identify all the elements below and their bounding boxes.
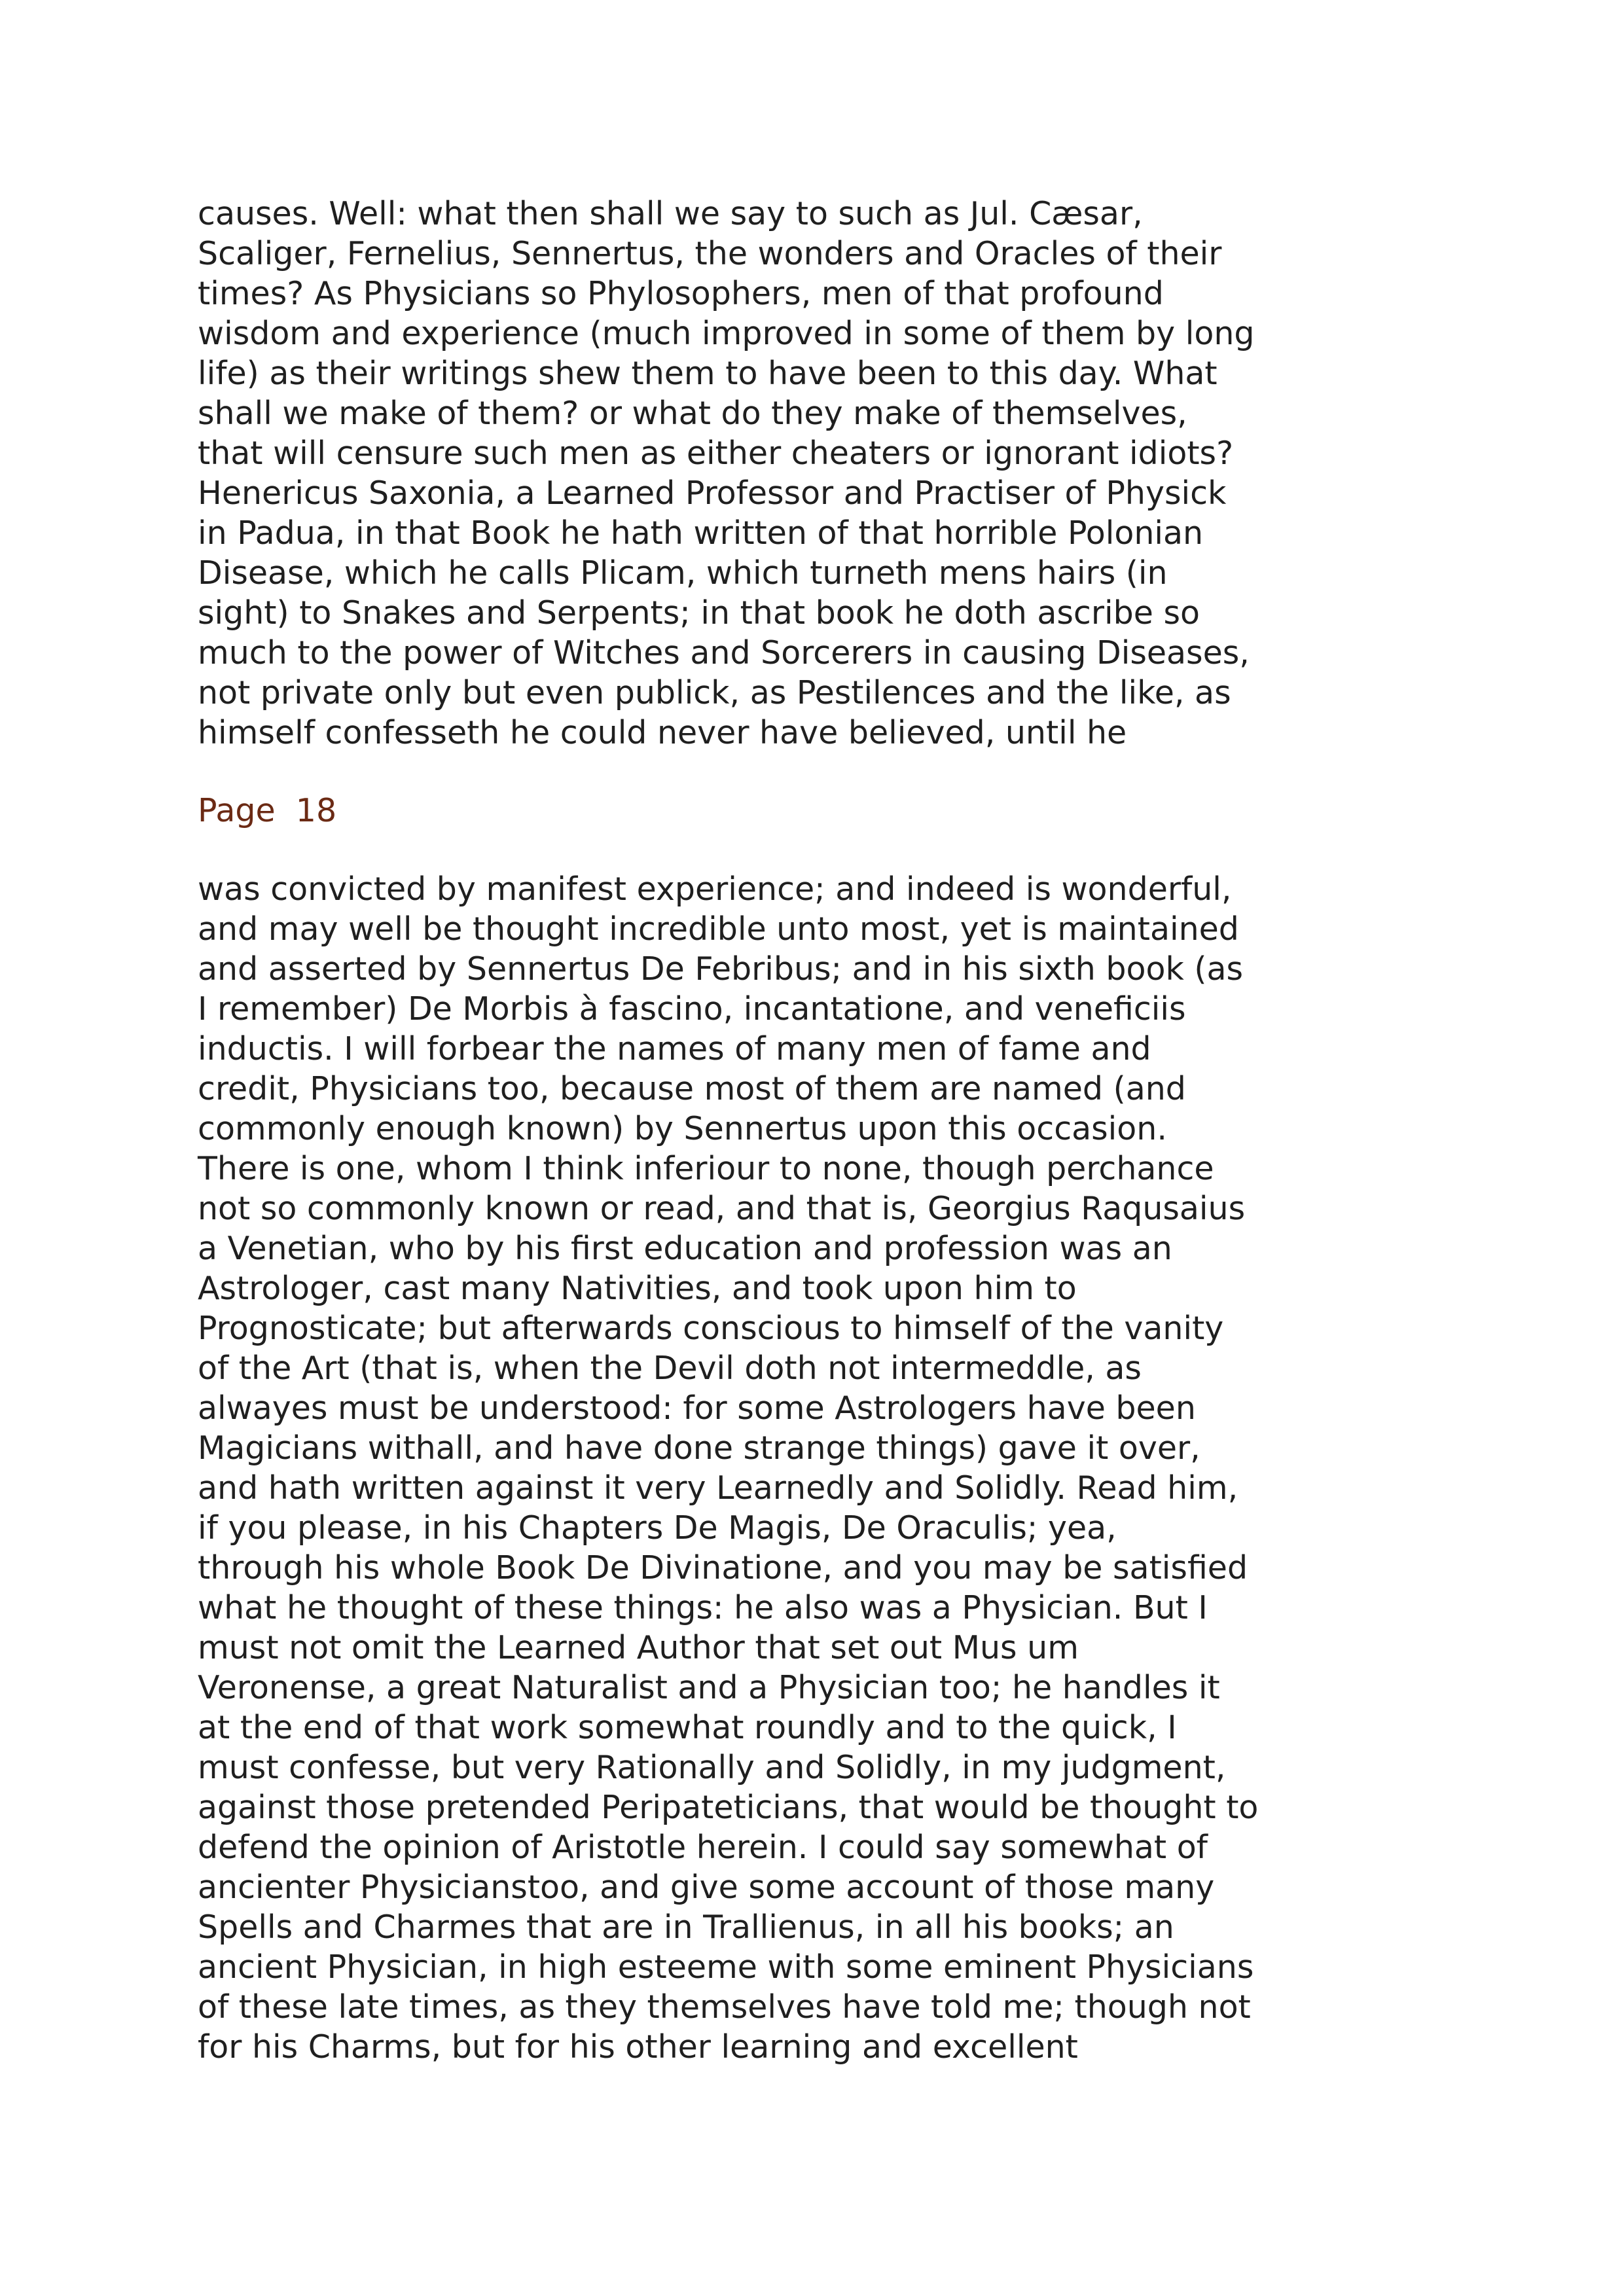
text-line: Veronense, a great Naturalist and a Physician too; he handles it <box>198 1669 1220 1706</box>
text-line: not so commonly known or read, and that is, Georgius Raqusaius <box>198 1190 1246 1227</box>
text-line: Magicians withall, and have done strange things) gave it over, <box>198 1429 1200 1467</box>
text-line: ancienter Physicianstoo, and give some account of those many <box>198 1869 1215 1906</box>
text-block-1 <box>198 194 1350 753</box>
text-line: at the end of that work somewhat roundly and to the quick, I <box>198 1709 1177 1746</box>
text-line: Henericus Saxonia, a Learned Professor and Practiser of Physick <box>198 475 1227 512</box>
text-line: inductis. I will forbear the names of many men of fame and <box>198 1030 1151 1067</box>
text-line: for his Charms, but for his other learning and excellent <box>198 2028 1078 2066</box>
text-line: much to the power of Witches and Sorcerers in causing Diseases, <box>198 634 1250 672</box>
text-line: Prognosticate; but afterwards conscious to himself of the vanity <box>198 1310 1224 1347</box>
text-line: must confesse, but very Rationally and Solidly, in my judgment, <box>198 1749 1226 1786</box>
text-line: and asserted by Sennertus De Febribus; and in his sixth book (as <box>198 950 1244 988</box>
text-line: a Venetian, who by his first education and profession was an <box>198 1230 1172 1267</box>
text-line: wisdom and experience (much improved in some of them by long <box>198 315 1255 352</box>
text-line: was convicted by manifest experience; and indeed is wonderful, <box>198 870 1232 908</box>
text-line: Spells and Charmes that are in Trallienus, in all his books; an <box>198 1909 1174 1946</box>
text-line: credit, Physicians too, because most of them are named (and <box>198 1070 1186 1107</box>
text-line: against those pretended Peripateticians, that would be thought to <box>198 1789 1259 1826</box>
text-line: in Padua, in that Book he hath written of that horrible Polonian <box>198 514 1204 552</box>
page-number-marker: Page 18 <box>198 792 337 829</box>
text-line: life) as their writings shew them to have been to this day. What <box>198 355 1218 392</box>
text-line: if you please, in his Chapters De Magis, De Oraculis; yea, <box>198 1509 1117 1547</box>
text-line: times? As Physicians so Phylosophers, men of that profound <box>198 275 1164 312</box>
text-line: sight) to Snakes and Serpents; in that book he doth ascribe so <box>198 594 1200 632</box>
text-line: Astrologer, cast many Nativities, and took upon him to <box>198 1270 1077 1307</box>
text-line: that will censure such men as either cheaters or ignorant idiots? <box>198 435 1234 472</box>
page-content <box>198 194 1350 2067</box>
text-line: through his whole Book De Divinatione, and you may be satisfied <box>198 1549 1248 1587</box>
text-line: Disease, which he calls Plicam, which turneth mens hairs (in <box>198 554 1168 592</box>
text-line: causes. Well: what then shall we say to such as Jul. Cæsar, <box>198 195 1143 232</box>
text-line: what he thought of these things: he also was a Physician. But I <box>198 1589 1208 1626</box>
text-line: commonly enough known) by Sennertus upon this occasion. <box>198 1110 1167 1147</box>
text-block-2 <box>198 869 1350 2067</box>
text-line: shall we make of them? or what do they make of themselves, <box>198 395 1187 432</box>
text-line: ancient Physician, in high esteeme with some eminent Physicians <box>198 1948 1254 1986</box>
text-line: There is one, whom I think inferiour to none, though perchance <box>198 1150 1214 1187</box>
text-line: himself confesseth he could never have believed, until he <box>198 714 1127 751</box>
text-line: and may well be thought incredible unto most, yet is maintained <box>198 910 1239 948</box>
text-line: defend the opinion of Aristotle herein. I could say somewhat of <box>198 1829 1208 1866</box>
text-line: of the Art (that is, when the Devil doth not intermeddle, as <box>198 1350 1142 1387</box>
text-line: and hath written against it very Learnedly and Solidly. Read him, <box>198 1469 1238 1507</box>
text-line: Scaliger, Fernelius, Sennertus, the wonders and Oracles of their <box>198 235 1222 272</box>
text-line: I remember) De Morbis à fascino, incantatione, and veneficiis <box>198 990 1186 1028</box>
text-line: alwayes must be understood: for some Astrologers have been <box>198 1390 1196 1427</box>
text-line: must not omit the Learned Author that set out Mus um <box>198 1629 1079 1666</box>
text-line: not private only but even publick, as Pestilences and the like, as <box>198 674 1231 711</box>
text-line: of these late times, as they themselves have told me; though not <box>198 1988 1251 2026</box>
